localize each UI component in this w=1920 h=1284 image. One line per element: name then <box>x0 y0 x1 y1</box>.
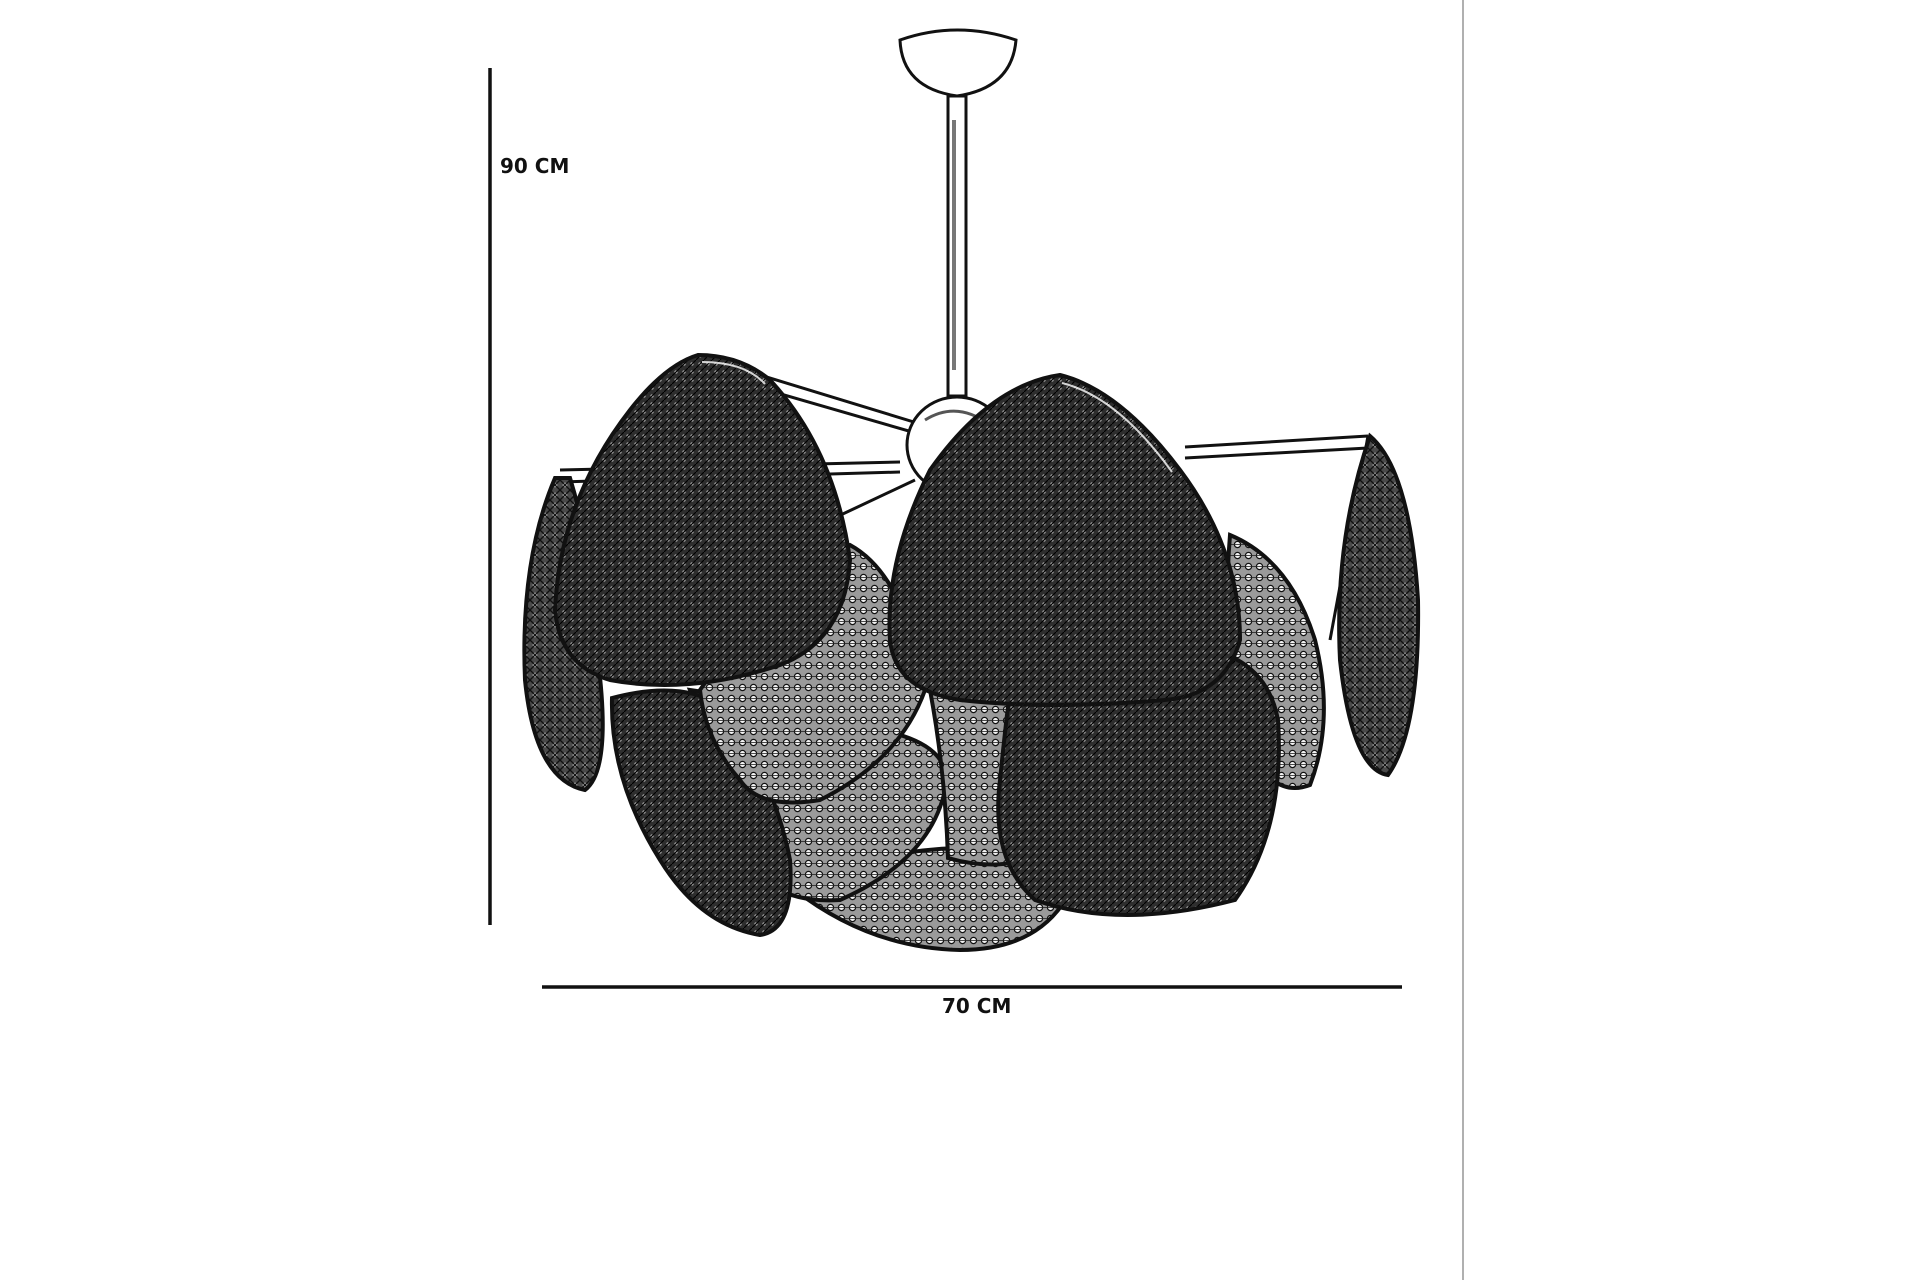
suspension-rod <box>948 96 966 396</box>
top-left-shade <box>555 355 850 685</box>
far-right-shade <box>1339 436 1418 775</box>
ceiling-canopy <box>900 30 1016 96</box>
height-label: 90 CM <box>500 154 570 178</box>
width-label: 70 CM <box>942 994 1012 1018</box>
